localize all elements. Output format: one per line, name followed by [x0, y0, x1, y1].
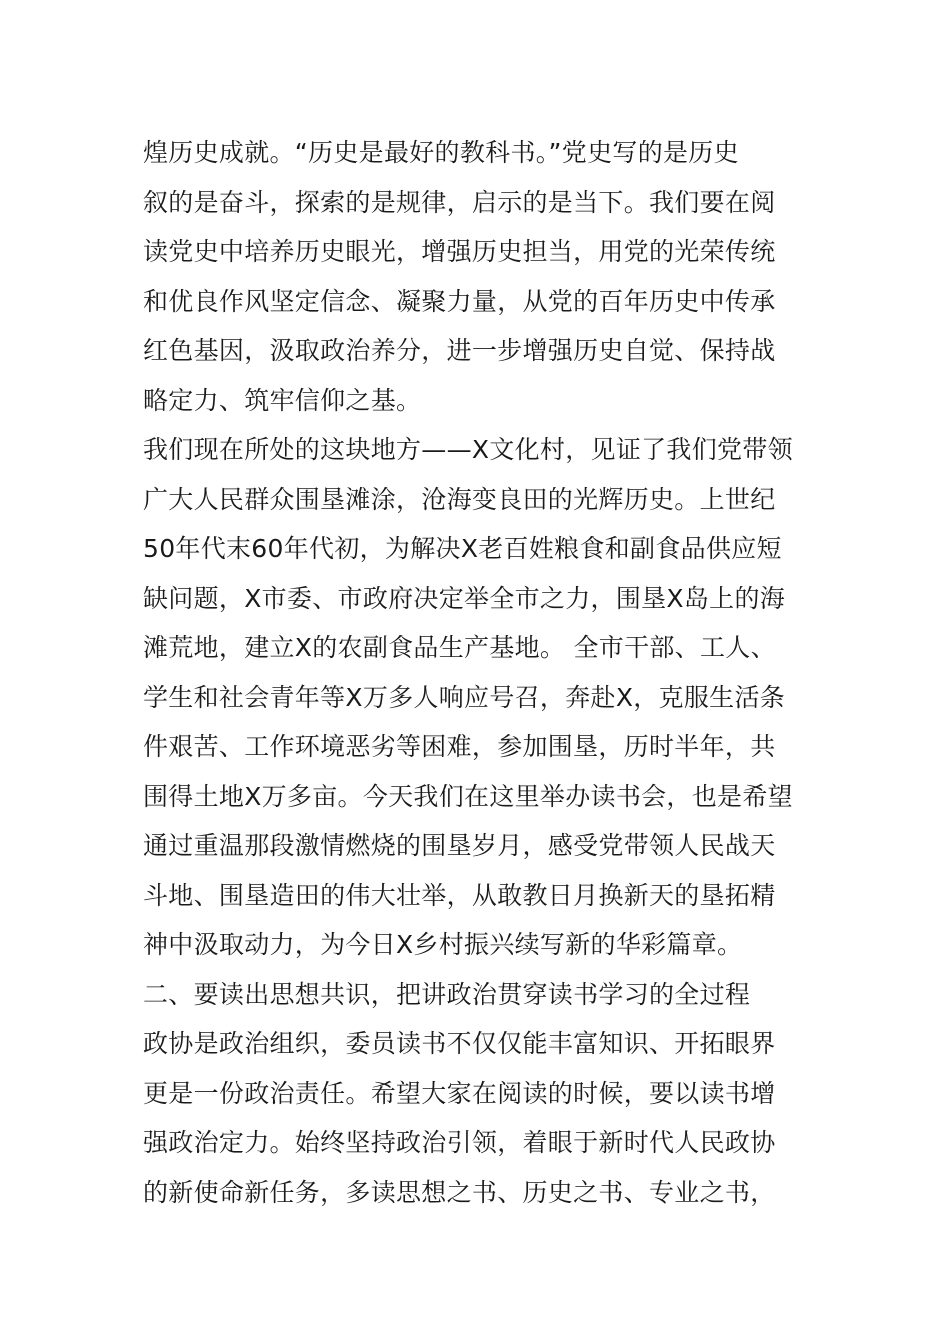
text-line-13: 件艰苦、工作环境恶劣等困难，参加围垦，历时半年，共: [143, 732, 776, 761]
document-body: [143, 128, 809, 1217]
text-line-15: 通过重温那段激情燃烧的围垦岁月，感受党带领人民战天: [143, 831, 776, 860]
text-line-7: 我们现在所处的这块地方——X文化村，见证了我们党带领: [143, 435, 793, 464]
text-line-4: 和优良作风坚定信念、凝聚力量，从党的百年历史中传承: [143, 286, 776, 316]
text-line-22: 的新使命新任务，多读思想之书、历史之书、专业之书，: [143, 1177, 776, 1207]
section-heading: 二、要读出思想共识，把讲政治贯穿读书学习的全过程: [143, 979, 751, 1009]
text-line-11: 滩荒地，建立X的农副食品生产基地。 全市干部、工人、: [143, 633, 776, 662]
text-line-8: 广大人民群众围垦滩涂，沧海变良田的光辉历史。上世纪: [143, 484, 776, 514]
text-line-17: 神中汲取动力，为今日X乡村振兴续写新的华彩篇章。: [143, 930, 743, 959]
text-line-9: 50年代末60年代初，为解决X老百姓粮食和副食品供应短: [143, 534, 782, 563]
text-line-5: 红色基因，汲取政治养分，进一步增强历史自觉、保持战: [143, 336, 776, 365]
text-line-6: 略定力、筑牢信仰之基。: [143, 385, 422, 415]
text-line-16: 斗地、围垦造田的伟大壮举，从敢教日月换新天的垦拓精: [143, 880, 776, 910]
text-line-10: 缺问题，X市委、市政府决定举全市之力，围垦X岛上的海: [143, 583, 786, 613]
text-line-20: 更是一份政治责任。希望大家在阅读的时候，要以读书增: [143, 1078, 776, 1108]
text-line-12: 学生和社会青年等X万多人响应号召，奔赴X，克服生活条: [143, 682, 786, 712]
text-line-19: 政协是政治组织，委员读书不仅仅能丰富知识、开拓眼界: [143, 1029, 776, 1058]
text-line-3: 读党史中培养历史眼光，增强历史担当，用党的光荣传统: [143, 237, 776, 266]
text-line-21: 强政治定力。始终坚持政治引领，着眼于新时代人民政协: [143, 1128, 776, 1157]
text-line-2: 叙的是奋斗，探索的是规律，启示的是当下。我们要在阅: [143, 187, 776, 217]
text-line-1: 煌历史成就。“历史是最好的教科书。”党史写的是历史: [143, 138, 739, 167]
text-line-14: 围得土地X万多亩。今天我们在这里举办读书会，也是希望: [143, 781, 793, 811]
